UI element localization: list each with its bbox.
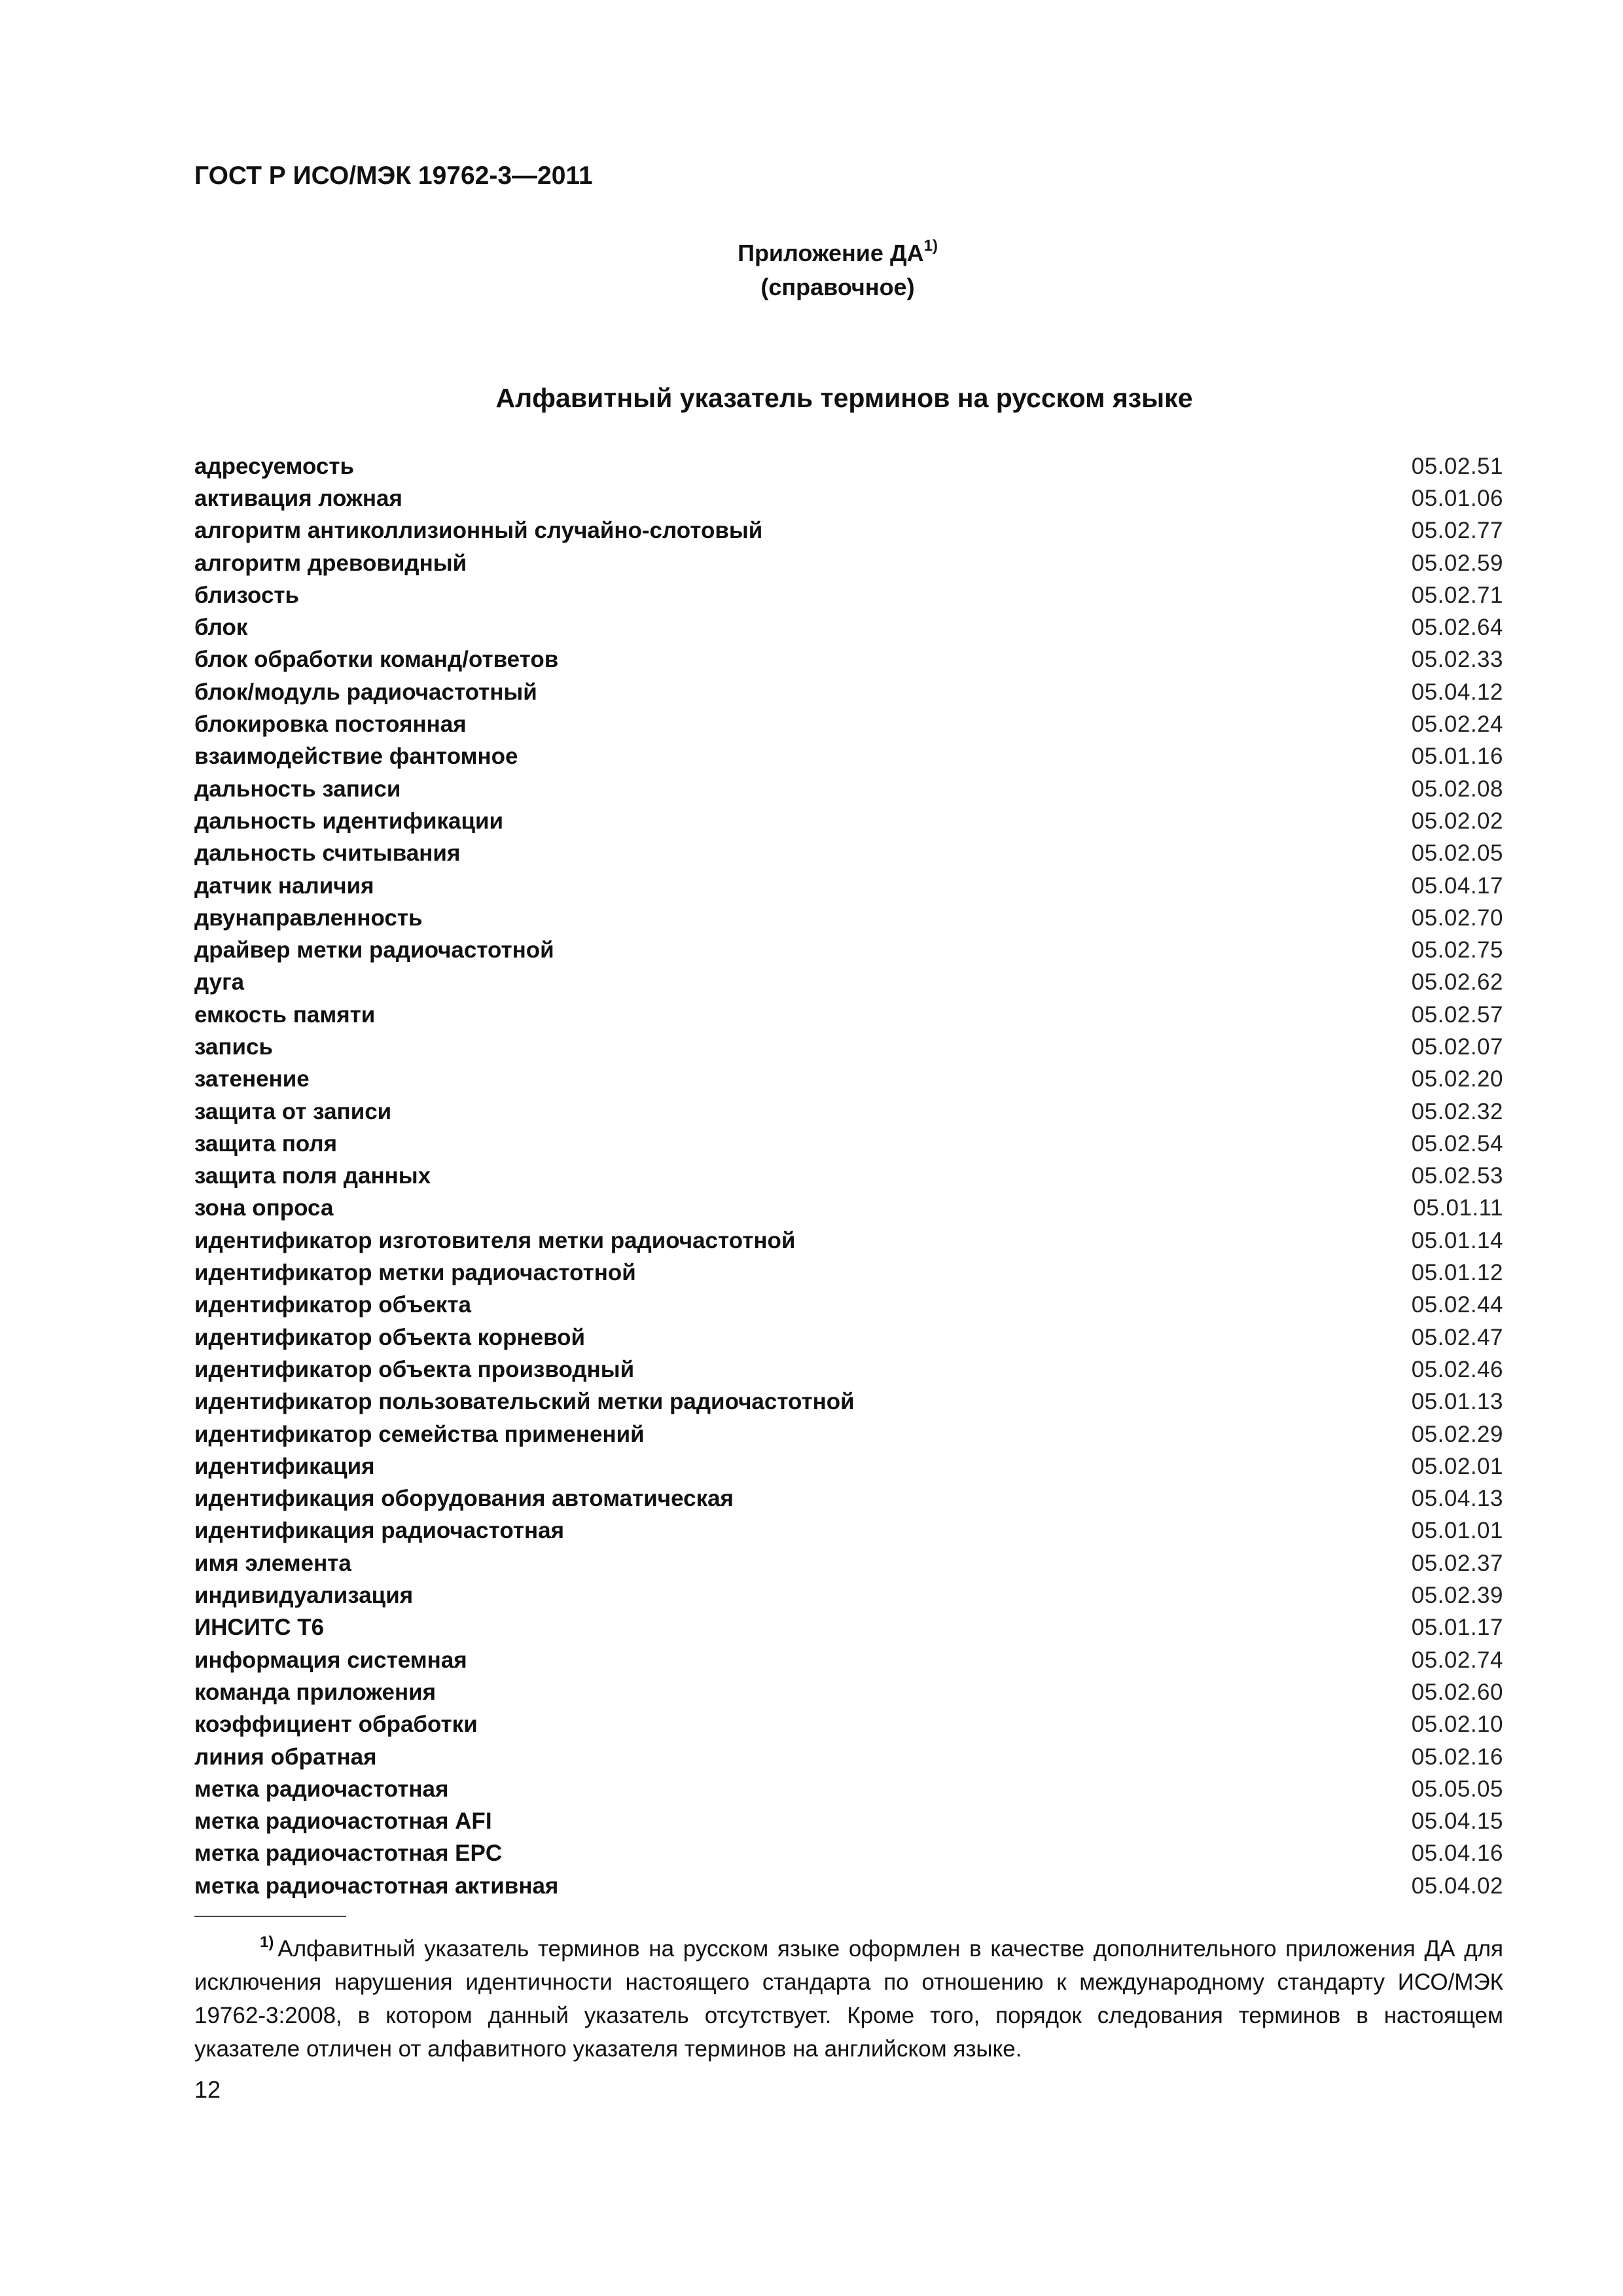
index-term: идентификатор метки радиочастотной bbox=[194, 1260, 636, 1286]
annex-title-line bbox=[0, 229, 1623, 270]
footnote-marker: 1) bbox=[260, 1933, 274, 1951]
index-term-code: 05.04.02 bbox=[1411, 1873, 1503, 1899]
index-term: запись bbox=[194, 1033, 274, 1060]
index-term: коэффициент обработки bbox=[194, 1712, 478, 1738]
index-term: метка радиочастотная AFI bbox=[194, 1808, 492, 1835]
index-term-code: 05.02.33 bbox=[1411, 647, 1503, 673]
index-entry bbox=[194, 1128, 1503, 1160]
index-entry bbox=[194, 838, 1503, 870]
index-term: идентификатор объекта производный bbox=[194, 1356, 635, 1382]
index-entry bbox=[194, 1644, 1503, 1676]
index-entry bbox=[194, 611, 1503, 643]
index-term: идентификатор изготовителя метки радиочастотной bbox=[194, 1227, 796, 1253]
index-term: команда приложения bbox=[194, 1679, 437, 1705]
index-term-code: 05.02.70 bbox=[1411, 905, 1503, 931]
index-term: близость bbox=[194, 582, 300, 608]
index-term: метка радиочастотная EPC bbox=[194, 1840, 503, 1867]
index-term-code: 05.02.75 bbox=[1411, 937, 1503, 963]
index-entry bbox=[194, 1612, 1503, 1644]
index-term-code: 05.02.47 bbox=[1411, 1324, 1503, 1350]
index-term-code: 05.04.15 bbox=[1411, 1808, 1503, 1835]
index-term-code: 05.02.64 bbox=[1411, 615, 1503, 641]
index-term-code: 05.02.08 bbox=[1411, 776, 1503, 802]
index-term: идентификатор объекта корневой bbox=[194, 1324, 586, 1350]
index-entry bbox=[194, 579, 1503, 611]
index-entry bbox=[194, 1870, 1503, 1902]
index-entry bbox=[194, 902, 1503, 934]
index-term: активация ложная bbox=[194, 485, 402, 511]
index-entry bbox=[194, 1450, 1503, 1482]
index-entry bbox=[194, 934, 1503, 966]
index-entry bbox=[194, 1160, 1503, 1193]
index-entry bbox=[194, 1257, 1503, 1289]
index-term-code: 05.02.54 bbox=[1411, 1130, 1503, 1157]
index-term-code: 05.01.16 bbox=[1411, 744, 1503, 770]
index-term: емкость памяти bbox=[194, 1001, 376, 1028]
footnote-separator bbox=[194, 1916, 346, 1917]
index-entry bbox=[194, 1805, 1503, 1837]
index-entry bbox=[194, 1096, 1503, 1128]
index-term: идентификатор пользовательский метки радиочастотной bbox=[194, 1389, 855, 1415]
index-term: алгоритм антиколлизионный случайно-слотовый bbox=[194, 518, 763, 544]
index-term-code: 05.02.62 bbox=[1411, 969, 1503, 996]
index-term: затенение bbox=[194, 1066, 310, 1092]
index-term-code: 05.01.14 bbox=[1411, 1227, 1503, 1253]
index-term: дальность идентификации bbox=[194, 808, 504, 834]
index-term: дальность записи bbox=[194, 776, 401, 802]
index-term: идентификация радиочастотная bbox=[194, 1518, 564, 1544]
index-entry bbox=[194, 805, 1503, 837]
index-term: зона опроса bbox=[194, 1195, 334, 1221]
index-term-code: 05.05.05 bbox=[1411, 1776, 1503, 1802]
index-term: алгоритм древовидный bbox=[194, 550, 467, 576]
index-entry bbox=[194, 999, 1503, 1031]
index-term-code: 05.01.01 bbox=[1411, 1518, 1503, 1544]
index-entry bbox=[194, 1547, 1503, 1579]
index-term-code: 05.02.37 bbox=[1411, 1550, 1503, 1576]
footnote bbox=[194, 1926, 1503, 2066]
index-entry bbox=[194, 1515, 1503, 1547]
index-term: имя элемента bbox=[194, 1550, 351, 1576]
index-entry bbox=[194, 967, 1503, 999]
index-entry bbox=[194, 1676, 1503, 1708]
index-term-code: 05.04.13 bbox=[1411, 1486, 1503, 1512]
index-term-code: 05.01.13 bbox=[1411, 1389, 1503, 1415]
index-entry bbox=[194, 644, 1503, 676]
index-entry bbox=[194, 1741, 1503, 1773]
index-term-code: 05.02.60 bbox=[1411, 1679, 1503, 1705]
page-number: 12 bbox=[194, 2076, 221, 2103]
index-term: блок обработки команд/ответов bbox=[194, 647, 559, 673]
index-term-code: 05.02.74 bbox=[1411, 1647, 1503, 1673]
index-term-code: 05.02.32 bbox=[1411, 1098, 1503, 1124]
index-term-code: 05.02.29 bbox=[1411, 1421, 1503, 1447]
index-entry bbox=[194, 1709, 1503, 1741]
index-title: Алфавитный указатель терминов на русском языке bbox=[495, 383, 1193, 413]
footnote-text: Алфавитный указатель терминов на русском языке оформлен в качестве дополнительного приложения ДА для исключения нарушения идентичности настоящего стандарта по отношению к международному стандарту ИСО/МЭК 19762-3:2008, в котором данный указатель отсутствует. Кроме того, порядок следования терминов в настоящем указателе отличен от алфавитного указателя терминов на английском языке. bbox=[194, 1936, 1503, 2062]
index-term: блокировка постоянная bbox=[194, 711, 467, 738]
index-entry bbox=[194, 676, 1503, 708]
annex-footnote-ref: 1) bbox=[923, 237, 938, 255]
index-entry bbox=[194, 1064, 1503, 1096]
index-term-code: 05.02.05 bbox=[1411, 840, 1503, 867]
index-term-code: 05.02.71 bbox=[1411, 582, 1503, 608]
annex-title: Приложение ДА bbox=[738, 240, 924, 266]
index-entry bbox=[194, 1483, 1503, 1515]
index-term: дальность считывания bbox=[194, 840, 461, 867]
index-term-code: 05.02.46 bbox=[1411, 1356, 1503, 1382]
index-term: ИНСИТС Т6 bbox=[194, 1615, 325, 1641]
index-term: датчик наличия bbox=[194, 872, 374, 899]
index-term: метка радиочастотная bbox=[194, 1776, 449, 1802]
index-entry bbox=[194, 482, 1503, 514]
index-term-code: 05.04.16 bbox=[1411, 1840, 1503, 1867]
index-entry bbox=[194, 547, 1503, 579]
index-entry bbox=[194, 1031, 1503, 1063]
index-term-code: 05.02.07 bbox=[1411, 1033, 1503, 1060]
index-entry bbox=[194, 1773, 1503, 1805]
index-entry bbox=[194, 773, 1503, 805]
index-term: блок/модуль радиочастотный bbox=[194, 679, 537, 705]
index-entry bbox=[194, 1579, 1503, 1611]
index-term: двунаправленность bbox=[194, 905, 423, 931]
index-term: защита поля bbox=[194, 1130, 338, 1157]
index-term-code: 05.04.12 bbox=[1411, 679, 1503, 705]
annex-status: (справочное) bbox=[760, 274, 915, 300]
annex-heading bbox=[0, 229, 1623, 304]
index-term: идентификация оборудования автоматическая bbox=[194, 1486, 734, 1512]
index-term-code: 05.02.53 bbox=[1411, 1163, 1503, 1189]
index-entry bbox=[194, 1225, 1503, 1257]
index-term: индивидуализация bbox=[194, 1583, 414, 1609]
index-term: идентификатор объекта bbox=[194, 1292, 471, 1318]
index-term-code: 05.02.44 bbox=[1411, 1292, 1503, 1318]
index-term-code: 05.02.39 bbox=[1411, 1583, 1503, 1609]
index-entry bbox=[194, 515, 1503, 547]
index-term-code: 05.01.17 bbox=[1411, 1615, 1503, 1641]
index-term: адресуемость bbox=[194, 453, 355, 479]
index-term: драйвер метки радиочастотной bbox=[194, 937, 554, 963]
index-term-code: 05.02.01 bbox=[1411, 1453, 1503, 1479]
index-term-code: 05.04.17 bbox=[1411, 872, 1503, 899]
index-term-code: 05.01.12 bbox=[1411, 1260, 1503, 1286]
index-term-code: 05.02.10 bbox=[1411, 1712, 1503, 1738]
index-entry bbox=[194, 1838, 1503, 1870]
index-entry bbox=[194, 708, 1503, 740]
index-term-code: 05.01.11 bbox=[1413, 1195, 1503, 1221]
index-term: защита поля данных bbox=[194, 1163, 431, 1189]
index-term: защита от записи bbox=[194, 1098, 392, 1124]
index-entry bbox=[194, 1354, 1503, 1386]
index-term: метка радиочастотная активная bbox=[194, 1873, 559, 1899]
document-header: ГОСТ Р ИСО/МЭК 19762-3—2011 bbox=[194, 162, 593, 190]
index-term: информация системная bbox=[194, 1647, 467, 1673]
index-entry bbox=[194, 1289, 1503, 1321]
index-entry bbox=[194, 1193, 1503, 1225]
index-term-code: 05.02.16 bbox=[1411, 1744, 1503, 1770]
index-entry bbox=[194, 1386, 1503, 1418]
index-entry bbox=[194, 870, 1503, 902]
index-term-code: 05.02.20 bbox=[1411, 1066, 1503, 1092]
index-term: взаимодействие фантомное bbox=[194, 744, 518, 770]
index-term-code: 05.02.24 bbox=[1411, 711, 1503, 738]
index-term: линия обратная bbox=[194, 1744, 377, 1770]
index-entry bbox=[194, 450, 1503, 482]
index-term: идентификация bbox=[194, 1453, 375, 1479]
index-term-code: 05.01.06 bbox=[1411, 485, 1503, 511]
index-term: блок bbox=[194, 615, 248, 641]
index-entry bbox=[194, 1418, 1503, 1450]
index-entry bbox=[194, 1321, 1503, 1354]
index-term: идентификатор семейства применений bbox=[194, 1421, 645, 1447]
index-term: дуга bbox=[194, 969, 245, 996]
index-term-code: 05.02.77 bbox=[1411, 518, 1503, 544]
index-term-code: 05.02.59 bbox=[1411, 550, 1503, 576]
index-entry bbox=[194, 741, 1503, 773]
index-term-code: 05.02.57 bbox=[1411, 1001, 1503, 1028]
term-index-list bbox=[194, 450, 1503, 1902]
index-term-code: 05.02.51 bbox=[1411, 453, 1503, 479]
index-term-code: 05.02.02 bbox=[1411, 808, 1503, 834]
